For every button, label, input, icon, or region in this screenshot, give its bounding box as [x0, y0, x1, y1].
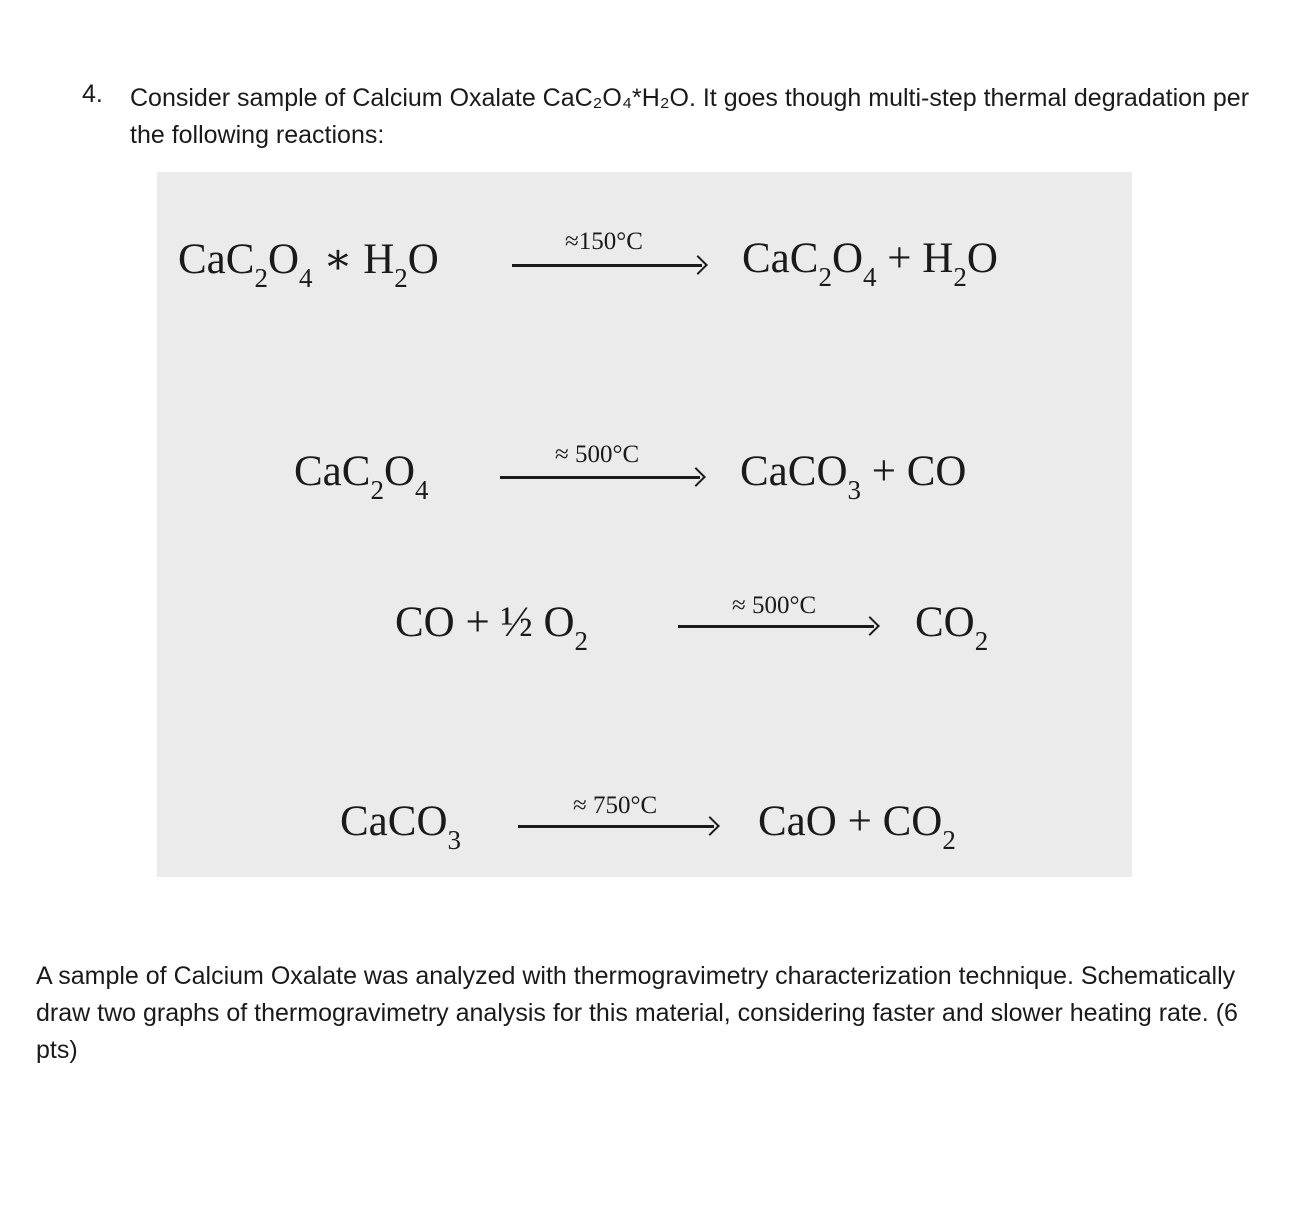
reaction-2-arrow	[500, 476, 700, 479]
reaction-4-condition: ≈ 750°C	[573, 792, 658, 819]
reaction-4-reactant: CaCO$_3$	[340, 798, 461, 855]
question-intro: Consider sample of Calcium Oxalate CaC₂O₄*H₂O. It goes though multi-step thermal degradation per the following reactions:	[130, 84, 1250, 149]
reaction-2-condition: ≈ 500°C	[555, 441, 640, 468]
reaction-3-product: $CO_2$	[915, 599, 989, 656]
reaction-4-arrow	[518, 825, 714, 828]
question-number: 4.	[82, 80, 103, 108]
reaction-3-condition: ≈ 500°C	[732, 592, 817, 619]
reaction-1-arrow	[512, 264, 702, 267]
reaction-2-product: CaCO$_3$ + CO	[740, 448, 967, 505]
reaction-1-reactant: $CaC_2O_4$ ∗ $H_2O$	[178, 236, 439, 293]
reaction-3-reactant: CO + ½ $O_2$	[395, 599, 589, 656]
reaction-2-reactant: $CaC_2O_4$	[294, 448, 429, 505]
reaction-3-arrow	[678, 625, 874, 628]
task-paragraph: A sample of Calcium Oxalate was analyzed with thermogravimetry characterization technique. Schematically draw two graphs of thermogravimetry analysis for this material, considering faster and slower heating rate. (6 pts)	[36, 962, 1238, 1064]
reaction-1-product: $CaC_2O_4 + H_2O$	[742, 235, 998, 292]
reaction-1-condition: ≈150°C	[565, 228, 643, 255]
reaction-4-product: CaO + $CO_2$	[758, 798, 956, 855]
